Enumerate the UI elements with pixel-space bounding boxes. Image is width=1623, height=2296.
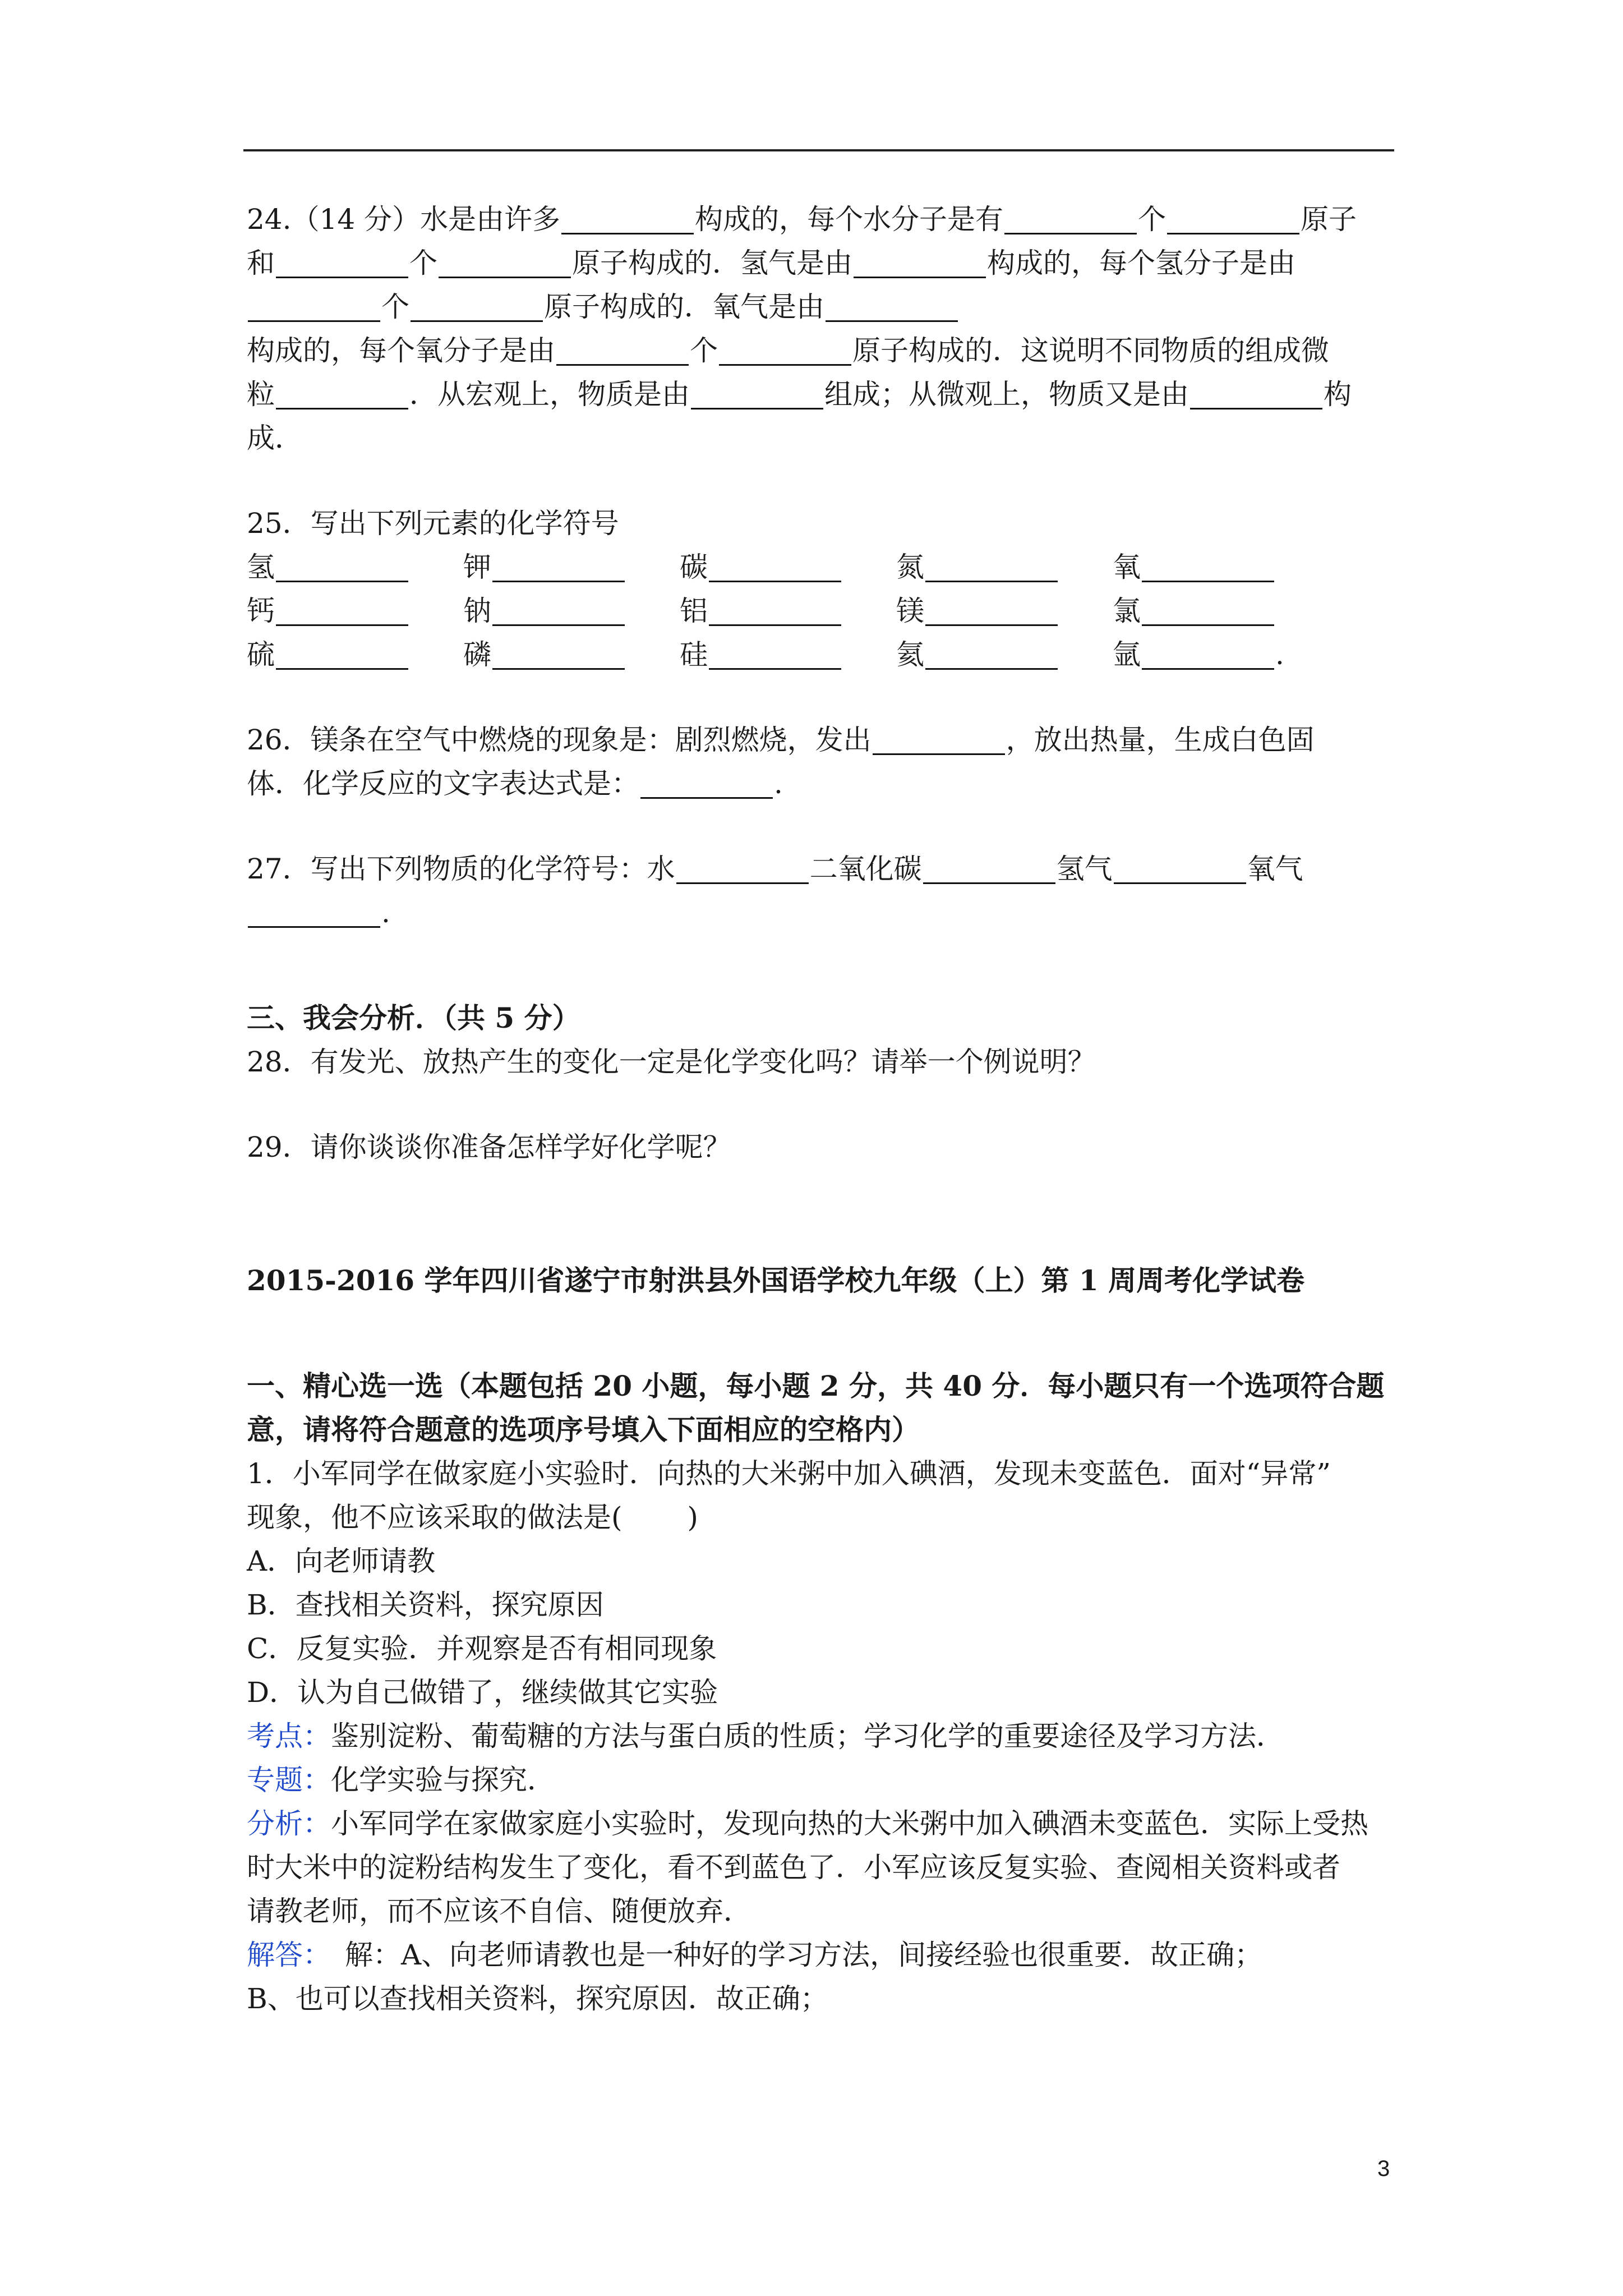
answer-blank[interactable]: [1190, 376, 1322, 409]
element-cell: [896, 545, 1113, 589]
q29-text: 29．请你谈谈你准备怎样学好化学呢？: [247, 1131, 731, 1163]
exam-title: 2015-2016 学年四川省遂宁市射洪县外国语学校九年级（上）第 1 周周考化学试卷: [247, 1264, 1305, 1297]
element-cell: [896, 589, 1113, 633]
text: 个: [409, 247, 437, 279]
element-label: 氢: [247, 551, 275, 583]
text: 氧气: [1247, 853, 1303, 885]
element-cell: [247, 589, 463, 633]
text: 原子: [1301, 203, 1357, 236]
element-label: 磷: [463, 638, 491, 671]
page-content: [247, 197, 1396, 2021]
jieda-label: 解答：: [247, 1939, 317, 1971]
q26-line-2: [247, 762, 1396, 806]
answer-blank[interactable]: [276, 637, 408, 670]
answer-blank[interactable]: [925, 637, 1058, 670]
q1-jieda-line-1: [247, 1933, 1396, 1977]
q1-stem-line-1: 1．小军同学在做家庭小实验时．向热的大米粥中加入碘酒，发现未变蓝色．面对“异常”: [247, 1457, 1331, 1490]
text: 组成；从微观上，物质又是由: [824, 378, 1189, 411]
text: 原子构成的．这说明不同物质的组成微: [852, 334, 1329, 367]
q24-line-1: [247, 197, 1396, 241]
q1-fenxi-line-3: 请教老师，而不应该不自信、随便放弃．: [247, 1895, 751, 1927]
q1-kaodian: [247, 1714, 1396, 1758]
zhuanti-label: 专题：: [247, 1764, 331, 1796]
page-number: 3: [1377, 2156, 1390, 2181]
answer-blank[interactable]: [276, 549, 408, 582]
answer-blank[interactable]: [276, 376, 408, 409]
text: .: [381, 896, 390, 929]
text: .: [1275, 638, 1284, 671]
q1-jieda-line-2: B、也可以查找相关资料，探究原因．故正确；: [247, 1982, 828, 2015]
answer-blank[interactable]: [556, 333, 689, 366]
q28-text: 28．有发光、放热产生的变化一定是化学变化吗？请举一个例说明？: [247, 1046, 1096, 1078]
text: 原子构成的．氢气是由: [572, 247, 852, 279]
q26-line-1: [247, 718, 1396, 762]
answer-blank[interactable]: [923, 851, 1055, 884]
text: 原子构成的．氧气是由: [544, 291, 824, 323]
element-cell: [247, 633, 463, 677]
answer-blank[interactable]: [925, 593, 1058, 626]
q1-stem-line-2: 现象，他不应该采取的做法是( ): [247, 1501, 698, 1534]
answer-blank[interactable]: [719, 333, 851, 366]
answer-blank[interactable]: [492, 549, 625, 582]
element-label: 氧: [1113, 551, 1141, 583]
answer-blank[interactable]: [492, 593, 625, 626]
q1-zhuanti: [247, 1758, 1396, 1802]
answer-blank[interactable]: [1004, 201, 1137, 234]
element-cell: [463, 545, 680, 589]
answer-blank[interactable]: [1142, 637, 1274, 670]
element-label: 钠: [463, 595, 491, 627]
answer-blank[interactable]: [276, 245, 408, 278]
element-label: 氯: [1113, 595, 1141, 627]
text: 27．写出下列物质的化学符号：水: [247, 853, 675, 885]
element-label: 钙: [247, 595, 275, 627]
q1-fenxi-line-1: [247, 1802, 1396, 1846]
jieda-text: 解：A、向老师请教也是一种好的学习方法，间接经验也很重要．故正确；: [317, 1939, 1263, 1971]
q1-option-a: A．向老师请教: [247, 1545, 436, 1577]
text: .: [774, 767, 783, 800]
text: 粒: [247, 378, 275, 411]
text: 26．镁条在空气中燃烧的现象是：剧烈燃烧，发出: [247, 724, 872, 756]
answer-blank[interactable]: [826, 289, 958, 322]
text: 个: [381, 291, 409, 323]
q1-option-b: B．查找相关资料，探究原因: [247, 1589, 604, 1621]
answer-blank[interactable]: [439, 245, 571, 278]
answer-blank[interactable]: [709, 549, 841, 582]
answer-blank[interactable]: [1142, 593, 1274, 626]
element-label: 碳: [680, 551, 708, 583]
q27-line-1: [247, 847, 1396, 891]
element-label: 氮: [896, 551, 924, 583]
element-cell: [896, 633, 1113, 677]
element-cell: [463, 633, 680, 677]
text: 构成的，每个氧分子是由: [247, 334, 555, 367]
text: 个: [690, 334, 718, 367]
answer-blank[interactable]: [561, 201, 694, 234]
answer-blank[interactable]: [691, 376, 823, 409]
element-label: 硅: [680, 638, 708, 671]
text: 个: [1138, 203, 1166, 236]
q27-line-2: [247, 891, 1396, 935]
fenxi-label: 分析：: [247, 1807, 331, 1840]
header-rule: [243, 149, 1394, 151]
q25-title: 25．写出下列元素的化学符号: [247, 507, 619, 540]
element-cell: [680, 633, 896, 677]
element-cell: [1113, 589, 1329, 633]
text: ．从宏观上，物质是由: [409, 378, 690, 411]
element-label: 铝: [680, 595, 708, 627]
section-1-title-line-1: 一、精心选一选（本题包括 20 小题，每小题 2 分，共 40 分．每小题只有一个选项符合题: [247, 1369, 1385, 1402]
text: ，放出热量，生成白色固: [1006, 724, 1315, 756]
q1-option-c: C．反复实验．并观察是否有相同现象: [247, 1632, 717, 1665]
text: 构成的，每个氢分子是由: [987, 247, 1295, 279]
answer-blank[interactable]: [1167, 201, 1299, 234]
answer-blank[interactable]: [276, 593, 408, 626]
text: 二氧化碳: [809, 853, 922, 885]
answer-blank[interactable]: [709, 637, 841, 670]
section-3-title: 三、我会分析．（共 5 分）: [247, 1001, 580, 1034]
q24-line-4: [247, 329, 1396, 372]
answer-blank[interactable]: [1142, 549, 1274, 582]
element-cell: [1113, 633, 1329, 677]
q24-line-2: [247, 241, 1396, 285]
q24-line-5: [247, 372, 1396, 416]
text: 24.（14 分）水是由许多: [247, 203, 561, 236]
answer-blank[interactable]: [248, 895, 380, 928]
text: 和: [247, 247, 275, 279]
element-cell: [680, 589, 896, 633]
element-cell: [247, 545, 463, 589]
zhuanti-text: 化学实验与探究．: [331, 1764, 555, 1796]
q1-fenxi-line-2: 时大米中的淀粉结构发生了变化，看不到蓝色了．小军应该反复实验、查阅相关资料或者: [247, 1851, 1340, 1884]
text: 构成的，每个水分子是有: [695, 203, 1004, 236]
element-cell: [463, 589, 680, 633]
element-label: 氦: [896, 638, 924, 671]
text: 氢气: [1056, 853, 1113, 885]
element-label: 氩: [1113, 638, 1141, 671]
q25-element-grid: [247, 545, 1396, 677]
section-1-title-line-2: 意，请将符合题意的选项序号填入下面相应的空格内）: [247, 1413, 920, 1446]
answer-blank[interactable]: [925, 549, 1058, 582]
answer-blank[interactable]: [709, 593, 841, 626]
answer-blank[interactable]: [676, 851, 809, 884]
element-cell: [1113, 545, 1329, 589]
answer-blank[interactable]: [640, 766, 773, 799]
answer-blank[interactable]: [854, 245, 986, 278]
answer-blank[interactable]: [492, 637, 625, 670]
element-label: 钾: [463, 551, 491, 583]
kaodian-label: 考点：: [247, 1720, 331, 1752]
text: 体．化学反应的文字表达式是：: [247, 767, 639, 800]
answer-blank[interactable]: [873, 722, 1005, 755]
q24-line-6: 成．: [247, 422, 303, 454]
fenxi-text: 小军同学在家做家庭小实验时，发现向热的大米粥中加入碘酒未变蓝色．实际上受热: [331, 1807, 1368, 1840]
answer-blank[interactable]: [411, 289, 543, 322]
answer-blank[interactable]: [1114, 851, 1246, 884]
element-cell: [680, 545, 896, 589]
q24-line-3: [247, 285, 1396, 329]
text: 构: [1324, 378, 1352, 411]
kaodian-text: 鉴别淀粉、葡萄糖的方法与蛋白质的性质；学习化学的重要途径及学习方法．: [331, 1720, 1284, 1752]
element-label: 硫: [247, 638, 275, 671]
q1-option-d: D．认为自己做错了，继续做其它实验: [247, 1676, 718, 1709]
answer-blank[interactable]: [248, 289, 380, 322]
element-label: 镁: [896, 595, 924, 627]
